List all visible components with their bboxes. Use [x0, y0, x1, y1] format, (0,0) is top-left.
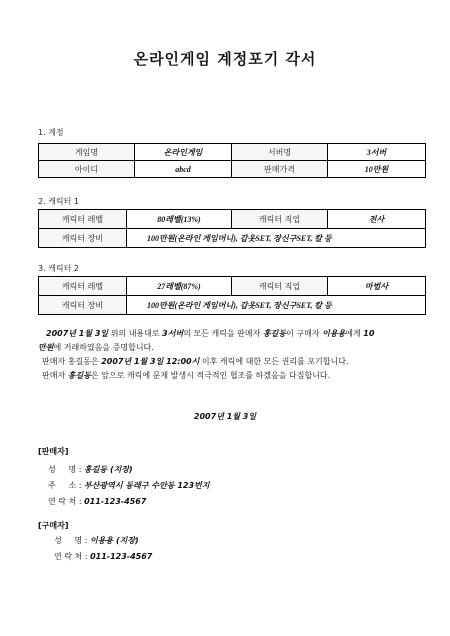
buyer-name-row [54, 535, 139, 546]
statement-waiver-time: 2007년 1월 3일 12:00시 [101, 357, 200, 366]
value-character-level: 27레벨(87%) [127, 277, 232, 296]
value-character-class: 마법사 [328, 277, 426, 296]
label-account-id: 아이디 [39, 161, 135, 178]
label-character-equipment: 캐릭터 장비 [39, 229, 127, 248]
statement-seller: 홍길동 [262, 329, 287, 338]
character-2-table [38, 276, 426, 315]
value-character-equipment: 100만원(온라인 게임머니), 갑옷SET, 장신구SET, 칼 등 [127, 296, 426, 315]
label-game-name: 게임명 [39, 144, 135, 161]
section-heading-account: 1. 계정 [38, 128, 64, 137]
account-table [38, 143, 426, 178]
value-character-level: 80레벨(13%) [127, 210, 232, 229]
statement-line-2: 만원에 거래하였음을 증명합니다. [38, 343, 154, 352]
label-character-equipment: 캐릭터 장비 [39, 296, 127, 315]
table-row [39, 144, 426, 161]
statement-price: 10 [363, 329, 375, 338]
statement-buyer: 이용용 [322, 329, 346, 338]
section-heading-character-1: 2. 캐릭터 1 [38, 197, 79, 206]
seller-name: 홍길동 (지장) [83, 465, 133, 474]
label-character-level: 캐릭터 레벨 [39, 277, 127, 296]
label-sale-price: 판매가격 [232, 161, 328, 178]
buyer-phone-label: 연 락 처 : [54, 552, 88, 561]
seller-name-label: 성 명 : [48, 465, 82, 474]
value-character-class: 전사 [328, 210, 426, 229]
seller-heading: [판매자] [38, 447, 69, 456]
document-date: 2007년 1월 3일 [193, 412, 257, 421]
seller-address-label: 주 소 : [48, 481, 82, 490]
value-sale-price: 10만원 [328, 161, 426, 178]
buyer-heading: [구매자] [38, 521, 69, 530]
section-heading-character-2: 3. 캐릭터 2 [38, 264, 79, 273]
label-character-class: 캐릭터 직업 [232, 277, 328, 296]
seller-name-row [48, 464, 133, 475]
document-title: 온라인게임 계정포기 각서 [133, 50, 317, 68]
buyer-phone: 011-123-4567 [90, 552, 153, 561]
buyer-phone-row [54, 551, 152, 562]
table-row [39, 161, 426, 178]
seller-phone-row [48, 496, 146, 507]
statement-server: 3서버 [162, 329, 184, 338]
buyer-name-label: 성 명 : [54, 536, 88, 545]
value-character-equipment: 100만원(온라인 게임머니), 갑옷SET, 장신구SET, 칼 등 [127, 229, 426, 248]
character-1-table [38, 209, 426, 248]
value-server-name: 3서버 [328, 144, 426, 161]
table-row [39, 229, 426, 248]
statement-date: 2007년 1월 3일 [46, 329, 109, 338]
buyer-name: 이용용 (지장) [89, 536, 139, 545]
label-character-level: 캐릭터 레벨 [39, 210, 127, 229]
statement-line-1: 2007년 1월 3일 위의 내용대로 3서버의 모든 캐릭을 판매자 홍길동이 구매자 이용용에게 10 [46, 329, 375, 338]
statement-line-3: 판매자 홍길동은 2007년 1월 3일 12:00시 이후 캐릭에 대한 모든 권리를 포기합니다. [42, 357, 349, 366]
table-row [39, 277, 426, 296]
value-game-name: 온라인게임 [135, 144, 232, 161]
seller-phone-label: 연 락 처 : [48, 497, 82, 506]
statement-line-4: 판매자 홍길동은 앞으로 캐릭에 문제 발생시 적극적인 협조를 하겠음을 다짐합니다. [42, 371, 331, 380]
seller-address: 부산광역시 동래구 수안동 123번지 [83, 481, 210, 490]
table-row [39, 210, 426, 229]
seller-phone: 011-123-4567 [84, 497, 147, 506]
label-server-name: 서버명 [232, 144, 328, 161]
label-character-class: 캐릭터 직업 [232, 210, 328, 229]
seller-address-row [48, 480, 210, 491]
table-row [39, 296, 426, 315]
value-account-id: abcd [135, 161, 232, 178]
